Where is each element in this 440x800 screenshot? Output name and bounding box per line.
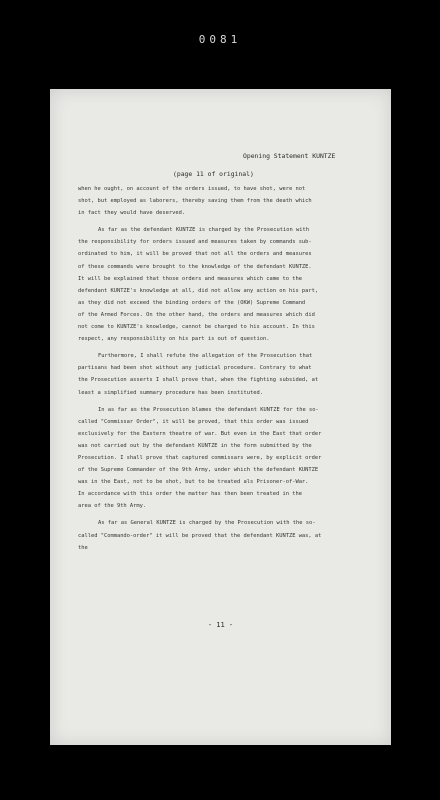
text-line: of the Supreme Commander of the 9th Army, under which the defendant KUNTZE — [78, 467, 319, 474]
text-line: was not carried out by the defendant KUNTZE in the form submitted by the — [78, 442, 312, 449]
text-line: in fact they would have deserved. — [78, 210, 186, 217]
microfilm-frame-number: 0081 — [198, 33, 242, 46]
text-line: In accordance with this order the matter has then been treated in the — [78, 491, 302, 498]
text-line: least a simplified summary procedure has been instituted. — [78, 389, 263, 396]
text-line: respect, any responsibility on his part is out of question. — [78, 336, 270, 343]
text-line: In as far as the Prosecution blames the defendant KUNTZE for the so- — [98, 406, 319, 413]
text-line: As far as General KUNTZE is charged by the Prosecution with the so- — [98, 520, 316, 527]
paragraph-4 — [78, 404, 378, 513]
text-line: the responsibility for orders issued and measures taken by commands sub- — [78, 239, 312, 246]
paragraph-2 — [78, 224, 378, 345]
text-line: defendant KUNTZE's knowledge at all, did not allow any action on his part, — [78, 287, 319, 294]
text-line: of these commands were brought to the knowledge of the defendant KUNTZE. — [78, 263, 312, 270]
paragraph-1 — [78, 183, 378, 219]
text-line: of the Armed Forces. On the other hand, the orders and measures which did — [78, 311, 315, 318]
text-line: as they did not exceed the binding orders of the (OKW) Supreme Command — [78, 299, 306, 306]
document-body — [78, 183, 378, 554]
text-line: exclusively for the Eastern theatre of war. But even in the East that order — [78, 430, 322, 437]
text-line: As far as the defendant KUNTZE is charged by the Prosecution with — [98, 227, 309, 234]
text-line: It will be explained that those orders and measures which came to the — [78, 275, 302, 282]
text-line: area of the 9th Army. — [78, 503, 147, 510]
text-line: called "Commissar Order", it will be proved, that this order was issued — [78, 418, 309, 425]
document-subheader: (page 11 of original) — [173, 170, 254, 178]
text-line: the — [78, 544, 88, 551]
document-header: Opening Statement KUNTZE — [243, 152, 336, 160]
text-line: the Prosecution asserts I shall prove that, when the fighting subsided, at — [78, 377, 319, 384]
page-number: - 11 - — [207, 621, 234, 629]
text-line: partisans had been shot without any judicial procedure. Contrary to what — [78, 365, 312, 372]
text-line: not come to KUNTZE's knowledge, cannot be charged to his account. In this — [78, 324, 315, 331]
text-line: called "Commando-order" it will be proved that the defendant KUNTZE was, at — [78, 532, 322, 539]
paragraph-3 — [78, 350, 378, 398]
text-line: when he ought, on account of the orders issued, to have shot, were not — [78, 186, 306, 192]
text-line: Furthermore, I shall refute the allegation of the Prosecution that — [98, 353, 313, 360]
text-line: shot, but employed as laborers, thereby saving them from the death which — [78, 198, 312, 205]
text-line: was in the East, not to be shot, but to be treated als Prisoner-of-War. — [78, 479, 309, 486]
paragraph-5 — [78, 517, 378, 553]
text-line: Prosecution. I shall prove that captured commissars were, by explicit order — [78, 454, 322, 461]
text-line: ordinated to him, it will be proved that not all the orders and measures — [78, 251, 312, 258]
document-page — [50, 89, 391, 745]
